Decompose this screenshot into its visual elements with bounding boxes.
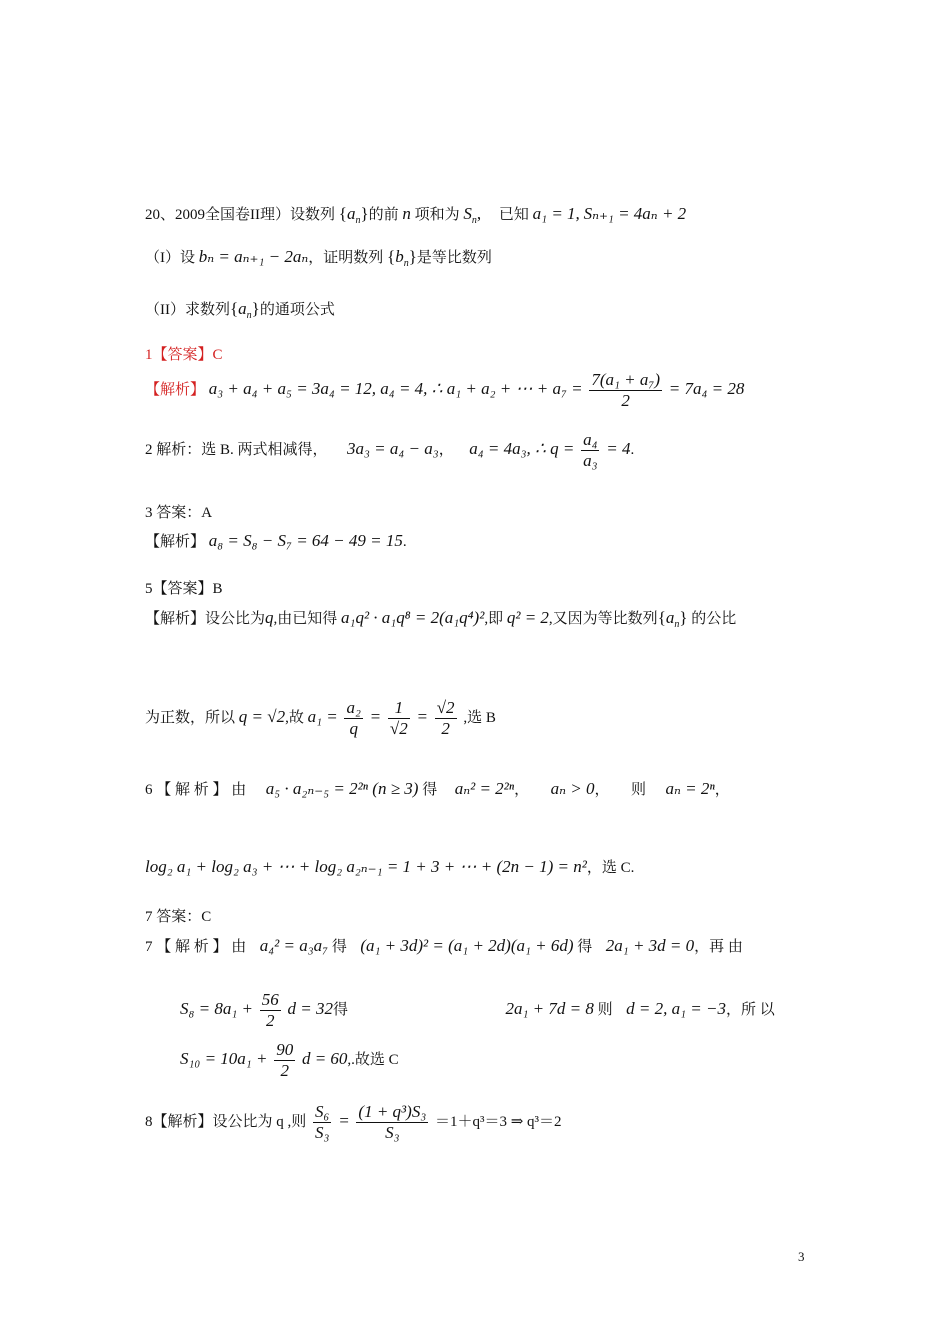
numerator: 1 [388, 698, 410, 719]
formula: (a₁ + 3d)² = (a₁ + 2d)(a₁ + 6d) [360, 936, 574, 955]
formula: aₙ = 2ⁿ [665, 779, 715, 798]
text: ＝1＋q³＝3 ⇒ q³＝2 [434, 1113, 562, 1130]
formula: d = 32 [287, 998, 333, 1018]
text: 得 [422, 782, 438, 798]
text: 的公比 [691, 611, 737, 627]
text: ,故 [285, 709, 304, 726]
text: 的通项公式 [259, 302, 335, 318]
formula: = 4 [606, 438, 631, 458]
s5-answer: 5【答案】B [145, 581, 223, 597]
denominator: q [349, 719, 358, 738]
formula: d = 2, a₁ = −3 [626, 998, 726, 1018]
text: 则 [597, 1001, 613, 1018]
formula: a₁ = [307, 706, 338, 726]
s5-line1 [145, 607, 810, 636]
text: 是等比数列 [416, 250, 492, 266]
analysis-label: 7 【 解 析 】 由 [145, 939, 247, 955]
fraction [313, 1102, 331, 1143]
denominator: 2 [280, 1061, 289, 1080]
text: 得 [331, 939, 347, 955]
text: ，再 由 [694, 939, 743, 955]
formula: S₁₀ = 10a₁ + [180, 1048, 268, 1068]
q20-part1 [145, 246, 810, 275]
page-number: 3 [798, 1249, 805, 1264]
numerator: a₂ [346, 698, 361, 717]
fraction [344, 698, 362, 739]
formula: q² = 2 [506, 608, 549, 627]
s1-answer: 1【答案】C [145, 347, 223, 363]
set-an: $\{a_n\}$ [230, 299, 260, 321]
formula: a₃ + a₄ + a₅ = 3a₄ = 12, a₄ = 4, ∴ a₁ + a₂ + ⋯ + a₇ = [208, 378, 583, 398]
set-bn: $\{b_n\}$ [387, 247, 417, 269]
text: 则 [631, 782, 647, 798]
text: ,选 B [463, 709, 496, 726]
denominator: S₃ [385, 1123, 400, 1142]
text: 已知 [498, 207, 529, 223]
denominator: √2 [389, 719, 408, 738]
denominator: 2 [266, 1011, 275, 1030]
text: 2 解析：选 B. 两式相减得， [145, 441, 328, 458]
question-year: 2009 [175, 207, 206, 223]
formula: a₄ = 4a₃, ∴ q = [469, 438, 575, 458]
s3-analysis: 【解析】 a₈ = S₈ − S₇ = 64 − 49 = 15. [145, 531, 407, 550]
analysis-label: 8【解析】设公比为 q ,则 [145, 1113, 307, 1130]
s7-line1 [145, 935, 810, 958]
formula: S₈ = 8a₁ + [180, 998, 254, 1018]
formula: 2a₁ + 3d = 0 [605, 936, 695, 955]
formula: = 7a₄ = 28 [668, 378, 745, 398]
formula: d = 60 [301, 1048, 348, 1068]
text: 得 [333, 1001, 349, 1018]
set-an: $\{a_n\}$ [338, 204, 369, 226]
question-number: 20、 [145, 207, 176, 223]
s8-analysis: 8【解析】设公比为 q ,则 $\frac{\text{S₆}}{\text{S₃}}$ = $\frac{\text{(1 + q³)S₃}}{\text{S₃}}$ ＝1＋q³＝3 ⇒ q³＝2 [145, 1102, 562, 1142]
text: ，选 C. [586, 860, 635, 876]
text: 【解析】设公比为 [145, 611, 266, 627]
text: ,.故选 C [347, 1051, 399, 1068]
text: ，所 以 [725, 1001, 775, 1018]
numerator: S₆ [315, 1102, 330, 1121]
numerator: √2 [436, 698, 455, 717]
formula: log₂ a₁ + log₂ a₃ + ⋯ + log₂ a₂ₙ₋₁ = 1 + 3 + ⋯ + (2n − 1) = n² [145, 857, 587, 876]
text: 项和为 [414, 207, 460, 223]
numerator: 56 [261, 990, 279, 1009]
s6-line2 [145, 856, 810, 879]
fraction [581, 430, 599, 471]
analysis-label: 6 【 解 析 】 由 [145, 782, 247, 798]
q20-statement [145, 203, 810, 232]
fraction [356, 1102, 428, 1143]
numerator: a₄ [583, 430, 598, 449]
denominator: 2 [621, 391, 630, 410]
s6-line1: 6 【 解 析 】 由 a₅ · a₂ₙ₋₅ = 2²ⁿ (n ≥ 3) 得 aₙ² = 2²ⁿ， aₙ > 0， 则 aₙ = 2ⁿ， [145, 779, 730, 798]
part-label: （II）求数列 [145, 302, 230, 318]
q20-part2 [145, 298, 810, 327]
text: 为正数，所以 [145, 709, 236, 726]
formula: a₄² = a₃a₇ [259, 936, 329, 955]
formula: a₅ · a₂ₙ₋₅ = 2²ⁿ (n ≥ 3) [265, 779, 419, 798]
formula: a₈ = S₈ − S₇ = 64 − 49 = 15 [208, 531, 403, 550]
formula: a₁q² · a₁q⁸ = 2(a₁q⁴)² [341, 608, 485, 627]
text: ,即 [484, 611, 504, 627]
var-q: q [265, 608, 274, 627]
numerator: 90 [276, 1040, 294, 1059]
text: ，证明数列 [308, 250, 384, 266]
formula: q = √2 [238, 706, 286, 726]
text: 设数列 [290, 207, 336, 223]
fraction [589, 370, 662, 411]
denominator: a₃ [583, 451, 598, 470]
formula: aₙ² = 2²ⁿ [454, 779, 515, 798]
text: 得 [577, 939, 593, 955]
text: ,又因为等比数列 [548, 611, 658, 627]
denominator: 2 [441, 719, 450, 738]
part-label: （I）设 [145, 250, 195, 266]
analysis-label: 【解析】 [145, 381, 206, 398]
var-n: n [402, 204, 411, 223]
question-source: 全国卷II理） [205, 207, 291, 223]
formula-bn: bₙ = aₙ₊₁ − 2aₙ [198, 247, 309, 266]
formula: 3a₃ = a₄ − a₃ [347, 438, 439, 458]
var-sn: $S_n$, [463, 204, 482, 226]
s5-line2: 为正数，所以 q = √2,故 a₁ = $\frac{\text{a₂}}{q}$ = $\frac{1}{√2}$ = $\frac{√2}{2}$ ,选 B [145, 698, 496, 738]
numerator: (1 + q³)S₃ [358, 1102, 427, 1121]
fraction [274, 1040, 295, 1081]
s1-analysis [145, 370, 810, 411]
s2-analysis: 2 解析：选 B. 两式相减得， 3a₃ = a₄ − a₃， a₄ = 4a₃, ∴ q = $\frac{\text{a₄}}{\text{a₃}}$ = 4. [145, 430, 635, 470]
condition-a1: a₁ = 1, [532, 204, 580, 223]
fraction [435, 698, 457, 739]
s7-line2 [180, 990, 810, 1031]
formula: 2a₁ + 7d = 8 [505, 998, 594, 1018]
s7-line3 [180, 1040, 810, 1081]
numerator: 7(a₁ + a₇) [591, 370, 660, 389]
s3-answer: 3 答案：A [145, 505, 213, 521]
denominator: S₃ [315, 1123, 330, 1142]
text: ,由已知得 [273, 611, 338, 627]
text: 的前 [368, 207, 399, 223]
set-an: $\{a_n\}$ [657, 608, 688, 630]
formula: aₙ > 0 [550, 779, 595, 798]
fraction [388, 698, 410, 739]
s7-answer: 7 答案：C [145, 909, 212, 925]
condition-sn: Sₙ₊₁ = 4aₙ + 2 [583, 204, 687, 223]
fraction [260, 990, 281, 1031]
analysis-label: 【解析】 [145, 534, 206, 550]
